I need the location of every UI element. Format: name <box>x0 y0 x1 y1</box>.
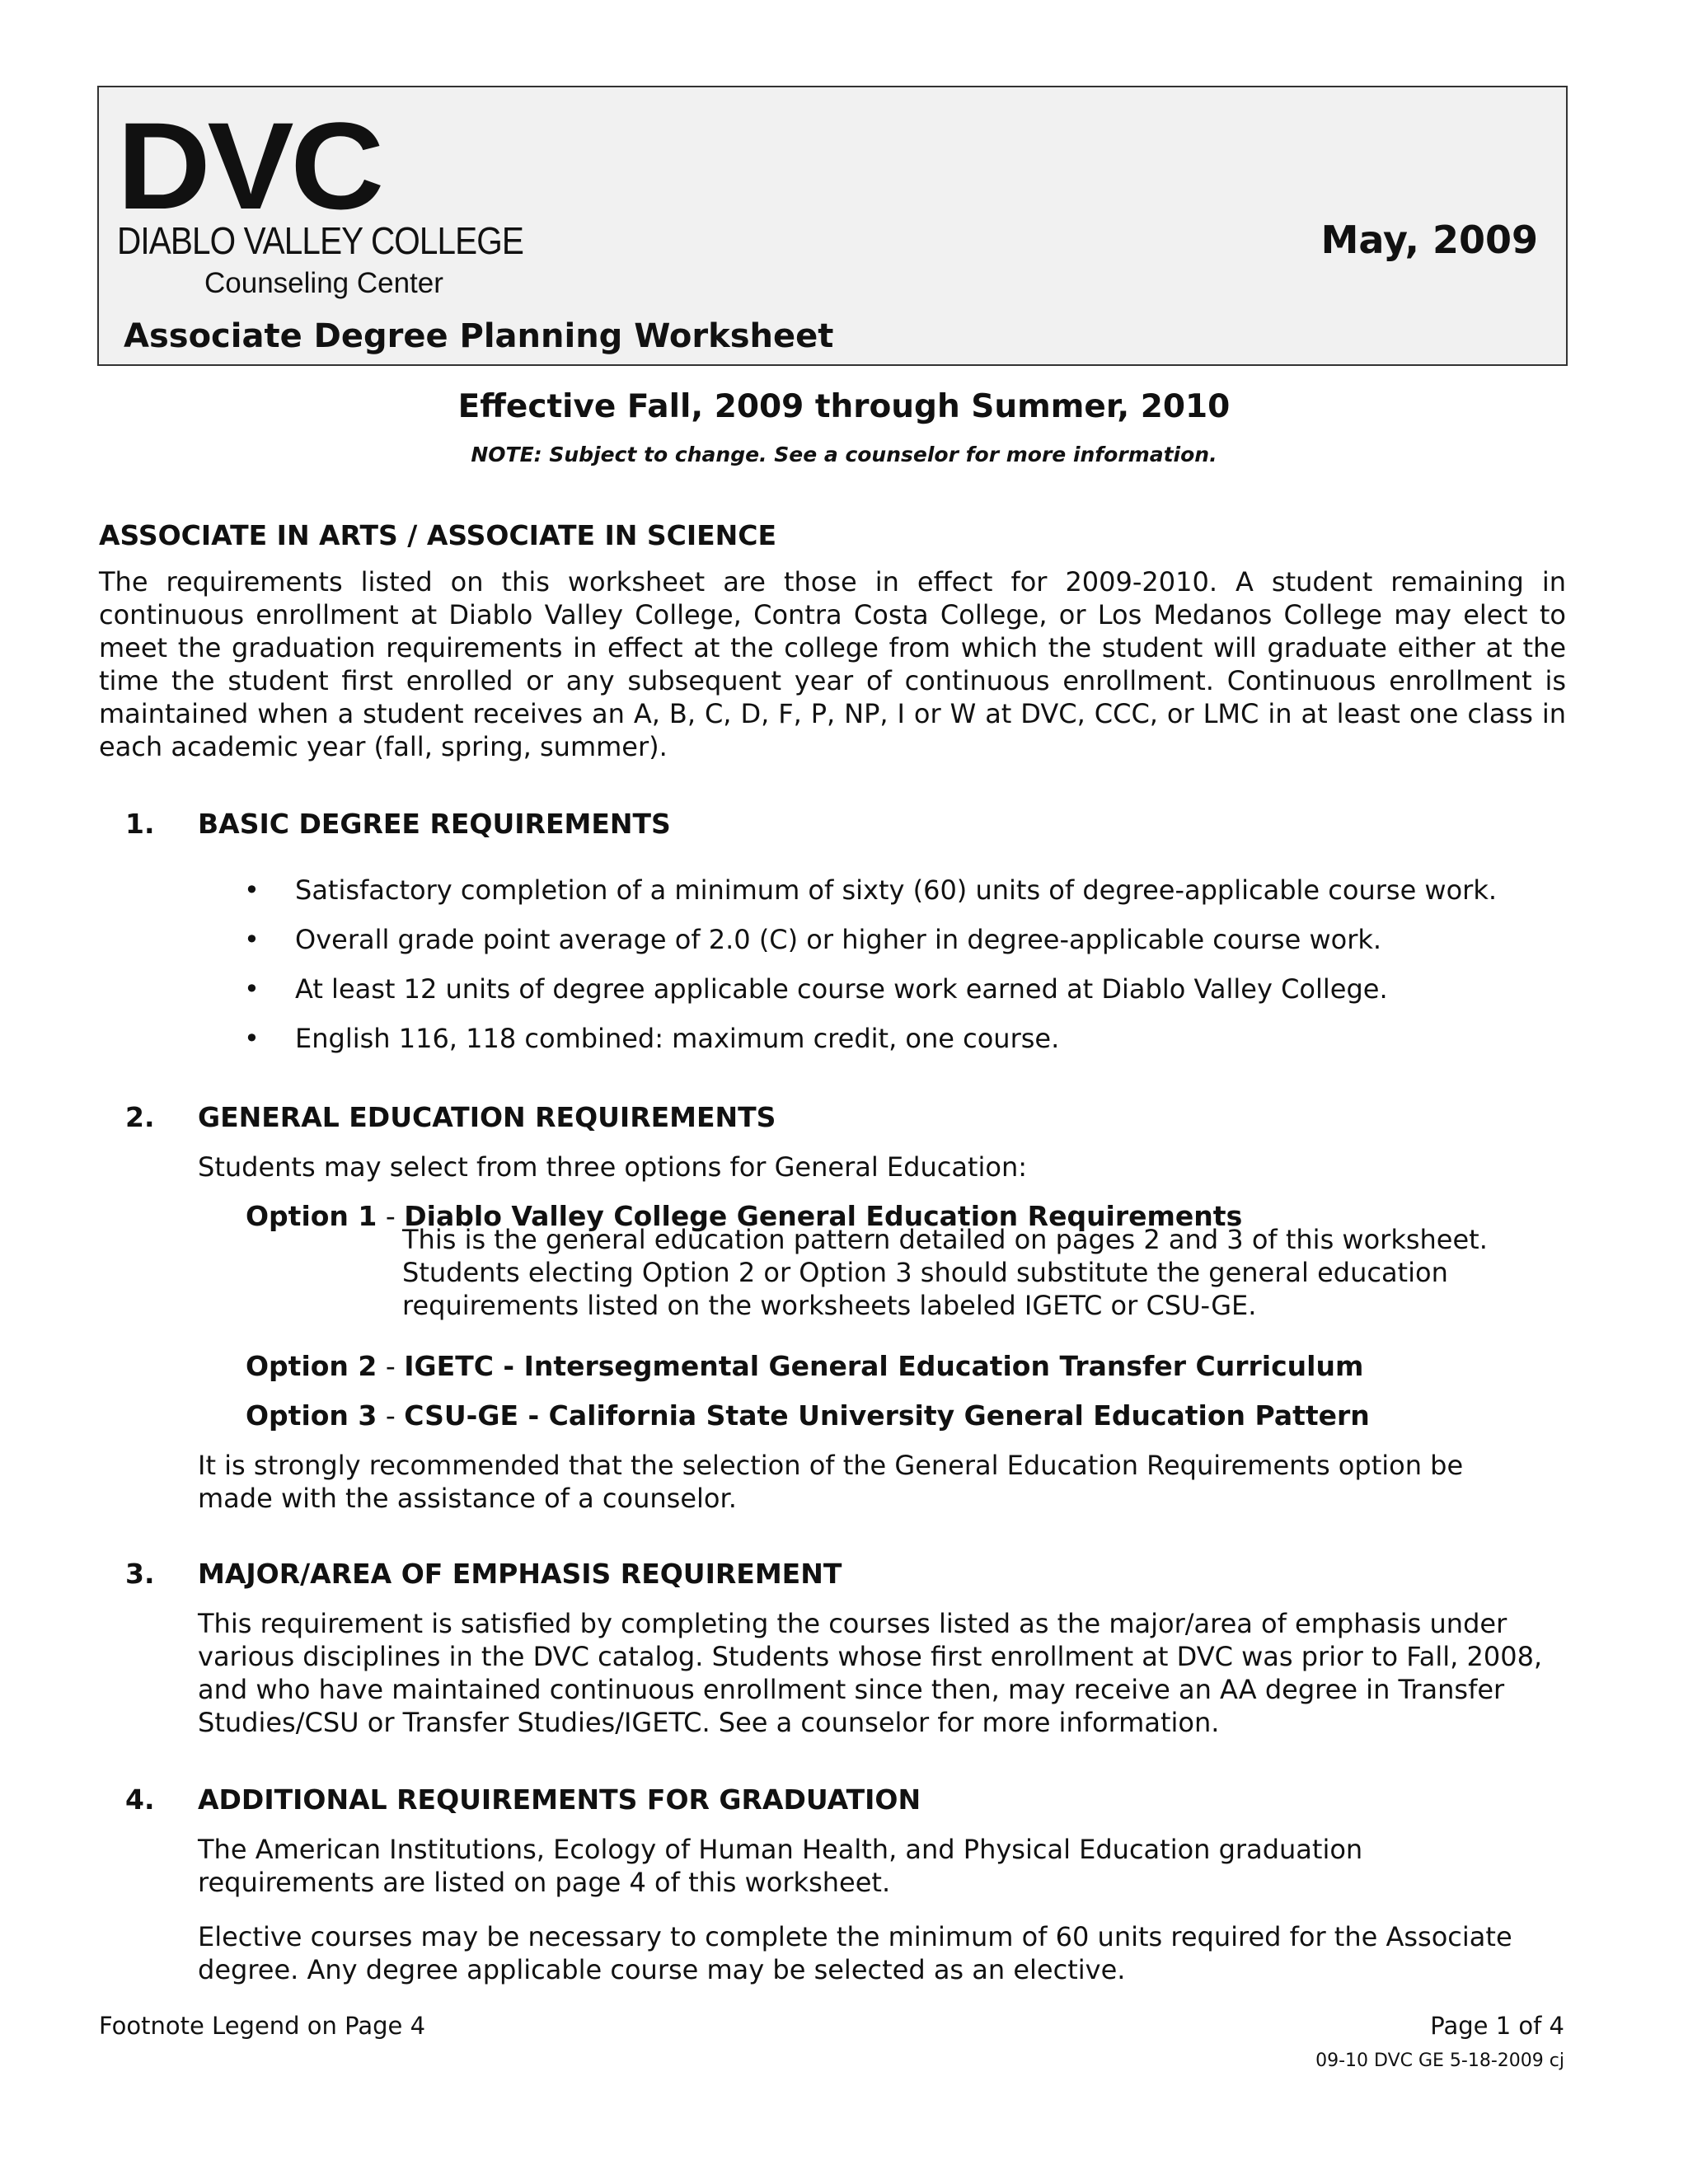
document-code: 09-10 DVC GE 5-18-2009 cj <box>1315 2050 1564 2071</box>
section-title-major: MAJOR/AREA OF EMPHASIS REQUIREMENT <box>198 1558 842 1590</box>
bullet-icon: • <box>244 1023 260 1054</box>
list-item <box>244 874 1497 907</box>
list-item-text: English 116, 118 combined: maximum credit, one course. <box>295 1023 1060 1054</box>
effective-dates: Effective Fall, 2009 through Summer, 2010 <box>457 388 1231 425</box>
option-2 <box>246 1350 1363 1383</box>
section-number: 4. <box>125 1783 155 1816</box>
section-title-general-education: GENERAL EDUCATION REQUIREMENTS <box>198 1101 776 1133</box>
center-name: Counseling Center <box>204 267 443 299</box>
option-separator: - <box>377 1399 405 1432</box>
document-title: Associate Degree Planning Worksheet <box>124 317 834 355</box>
section-number: 1. <box>125 808 155 840</box>
bullet-icon: • <box>244 924 260 955</box>
footnote-legend: Footnote Legend on Page 4 <box>99 2012 426 2040</box>
option-separator: - <box>377 1350 405 1382</box>
intro-paragraph: The requirements listed on this worksheet are those in effect for 2009-2010. A student remaining in continuous enrollment at Diablo Valley College, Contra Costa College, or Los Medanos College may elect to meet the graduation requirements in effect at the college from which the student will graduate either at the time the student first enrolled or any subsequent year of continuous enrollment. Continuous enrollment is maintained when a student receives an A, B, C, D, F, P, NP, I or W at DVC, CCC, or LMC in at least one class in each academic year (fall, spring, summer). <box>99 566 1566 762</box>
option-label: Option 1 <box>246 1200 377 1232</box>
additional-paragraph-2: Elective courses may be necessary to complete the minimum of 60 units required for the Associate degree. Any degree applicable course may be selected as an elective. <box>198 1921 1512 1985</box>
option-1-description: This is the general education pattern detailed on pages 2 and 3 of this worksheet. Students electing Option 2 or Option 3 should substitute the general education requirements listed on the worksheets labeled IGETC or CSU-GE. <box>402 1224 1488 1321</box>
document-date: May, 2009 <box>1320 218 1538 262</box>
list-item-text: At least 12 units of degree applicable course work earned at Diablo Valley College. <box>295 973 1388 1005</box>
basic-requirements-list <box>244 874 1497 1071</box>
bullet-icon: • <box>244 874 260 906</box>
list-item-text: Satisfactory completion of a minimum of sixty (60) units of degree-applicable course work. <box>295 874 1498 906</box>
ge-recommendation: It is strongly recommended that the selection of the General Education Requirements option be made with the assistance of a counselor. <box>198 1450 1464 1514</box>
section-number: 2. <box>125 1101 155 1133</box>
section-title-additional: ADDITIONAL REQUIREMENTS FOR GRADUATION <box>198 1783 921 1816</box>
additional-paragraph-1: The American Institutions, Ecology of Human Health, and Physical Education graduation requirements are listed on page 4 of this worksheet. <box>198 1834 1363 1898</box>
list-item-text: Overall grade point average of 2.0 (C) or higher in degree-applicable course work. <box>295 924 1382 955</box>
college-name: DIABLO VALLEY COLLEGE <box>117 219 524 262</box>
section-number: 3. <box>125 1558 155 1590</box>
option-3 <box>246 1399 1370 1432</box>
list-item <box>244 1022 1497 1055</box>
college-logo: DVC <box>117 96 381 235</box>
section-title-basic: BASIC DEGREE REQUIREMENTS <box>198 808 671 840</box>
ge-intro: Students may select from three options for General Education: <box>198 1151 1027 1183</box>
option-name: CSU-GE - California State University General Education Pattern <box>404 1399 1370 1432</box>
option-name: IGETC - Intersegmental General Education Transfer Curriculum <box>404 1350 1364 1382</box>
option-label: Option 3 <box>246 1399 377 1432</box>
header-box <box>97 86 1568 366</box>
major-paragraph: This requirement is satisfied by completing the courses listed as the major/area of emphasis under various disciplines in the DVC catalog. Students whose first enrollment at DVC was prior to Fall, 2008, and who have maintained continuous enrollment since then, may receive an AA degree in Transfer Studies/CSU or Transfer Studies/IGETC. See a counselor for more information. <box>198 1608 1543 1738</box>
list-item <box>244 923 1497 956</box>
page-number: Page 1 of 4 <box>1430 2012 1564 2040</box>
option-separator: - <box>377 1200 405 1232</box>
note: NOTE: Subject to change. See a counselor for more information. <box>471 443 1217 466</box>
degree-heading: ASSOCIATE IN ARTS / ASSOCIATE IN SCIENCE <box>99 519 777 551</box>
option-name: Diablo Valley College General Education Requirements <box>404 1200 1243 1232</box>
list-item <box>244 972 1497 1005</box>
bullet-icon: • <box>244 973 260 1005</box>
option-label: Option 2 <box>246 1350 377 1382</box>
